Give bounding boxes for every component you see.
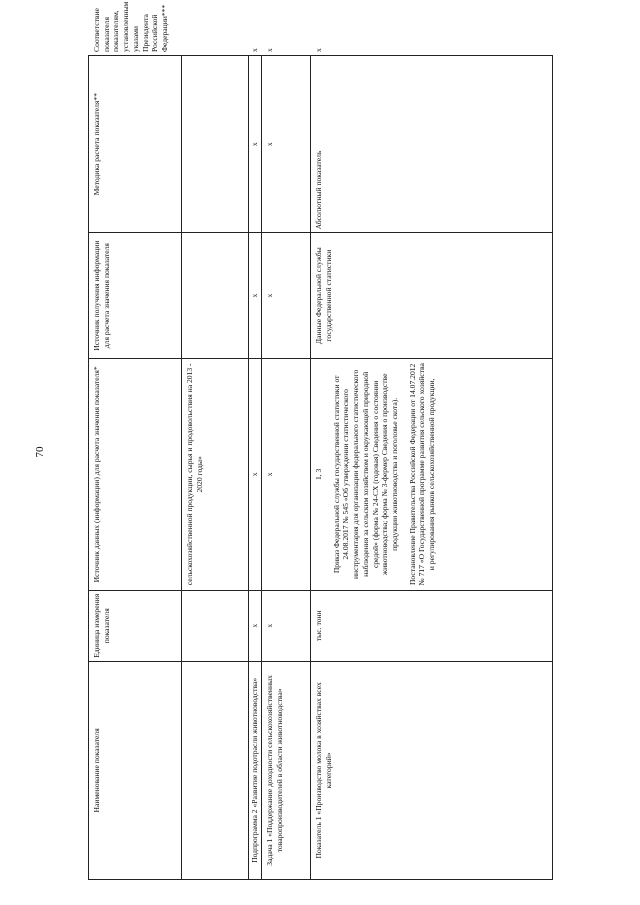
cell-task-method: х [262,56,311,233]
cell-subprogram-name: Подпрограмма 2 «Развитие подотрасли животноводства» [249,661,262,879]
cell-indicator-unit: тыс. тонн [311,590,553,661]
cell-task-name: Задача 1 «Поддержание доходности сельскохозяйственных товаропроизводителей в области животноводства» [262,661,311,879]
cell-task-origin: х [262,233,311,359]
header-method: Методика расчета показателя** [89,56,182,233]
page-number: 70 [34,446,46,458]
cell-subprogram-method: х [249,56,262,233]
cell-empty [182,56,249,233]
indicator-table [88,1,553,880]
cell-task-unit: х [262,590,311,661]
source-paragraph-order: Приказ Федеральной службы государственной статистики от 24.08.2017 № 545 «Об утверждении статистического инструментария для организации федерального статистического наблюдения за сельским хозяйством и окружающей природной средой» (форма № 24-СХ (годовая) Сведения о состоянии животноводства; форма № 3-фермер Сведения о производстве продукции животноводства и поголовье скота). [331,369,400,580]
cell-indicator-source [311,358,553,590]
cell-empty [182,590,249,661]
table-row-continuation [182,56,249,880]
cell-indicator-name: Показатель 1 «Производство молока в хозяйствах всех категорий» [311,661,553,879]
cell-task-source: х [262,358,311,590]
cell-indicator-method: Абсолютный показатель [311,56,553,233]
table-row-indicator: Показатель 1 «Производство молока в хозяйствах всех категорий» тыс. тонн 1, 3 Приказ Федеральной службы государственной статистики от 24.08.2017 № 545 «Об утверждении статистического инструментария для организации федерального статистического наблюдения за сельским хозяйством и окружающей природной средой» (форма № 24-СХ (годовая) Сведения о состоянии животноводства; форма № 3-фермер Сведения о производстве продукции животноводства и поголовье скота). Постановление Правительства Российской Федерации от 14.07.2012 № 717 «О Государственной программе развития сельского хозяйства и регулирования рынков сельскохозяйственной продукции, Данные Федеральной службы государственной статистики Абсолютный показатель х [311,56,553,880]
rotated-table-container [88,1,608,880]
header-source-origin: Источник получения информации для расчета значения показателя [89,233,182,359]
header-indicator-name: Наименование показателя [89,661,182,879]
table-row-task: Задача 1 «Поддержание доходности сельскохозяйственных товаропроизводителей в области животноводства» х х х х х [262,56,311,880]
cell-source-continuation: сельскохозяйственной продукции, сырья и продовольствия на 2013 - 2020 годы» [182,358,249,590]
header-data-source: Источник данных (информации) для расчета значения показателя* [89,358,182,590]
cell-subprogram-unit: х [249,590,262,661]
source-reference: 1, 3 [314,468,323,481]
cell-empty [182,233,249,359]
cell-indicator-origin: Данные Федеральной службы государственной статистики [311,233,553,359]
cell-subprogram-source: х [249,358,262,590]
header-unit: Единица измерения показателя [89,590,182,661]
cell-subprogram-origin: х [249,233,262,359]
cell-empty [182,661,249,879]
source-paragraph-decree: Постановление Правительства Российской Федерации от 14.07.2012 № 717 «О Государственной программе развития сельского хозяйства и регулирования рынков сельскохозяйственной продукции, [407,363,437,586]
table-header-row: Наименование показателя Единица измерения показателя Источник данных (информации) для расчета значения показателя* Источник получения информации для расчета значения показателя Методика расчета показателя** Соответствие показателя показателям, установленным указами Президента Российской Федерации*** [89,56,182,880]
table-row-subprogram: Подпрограмма 2 «Развитие подотрасли животноводства» х х х х х [249,56,262,880]
